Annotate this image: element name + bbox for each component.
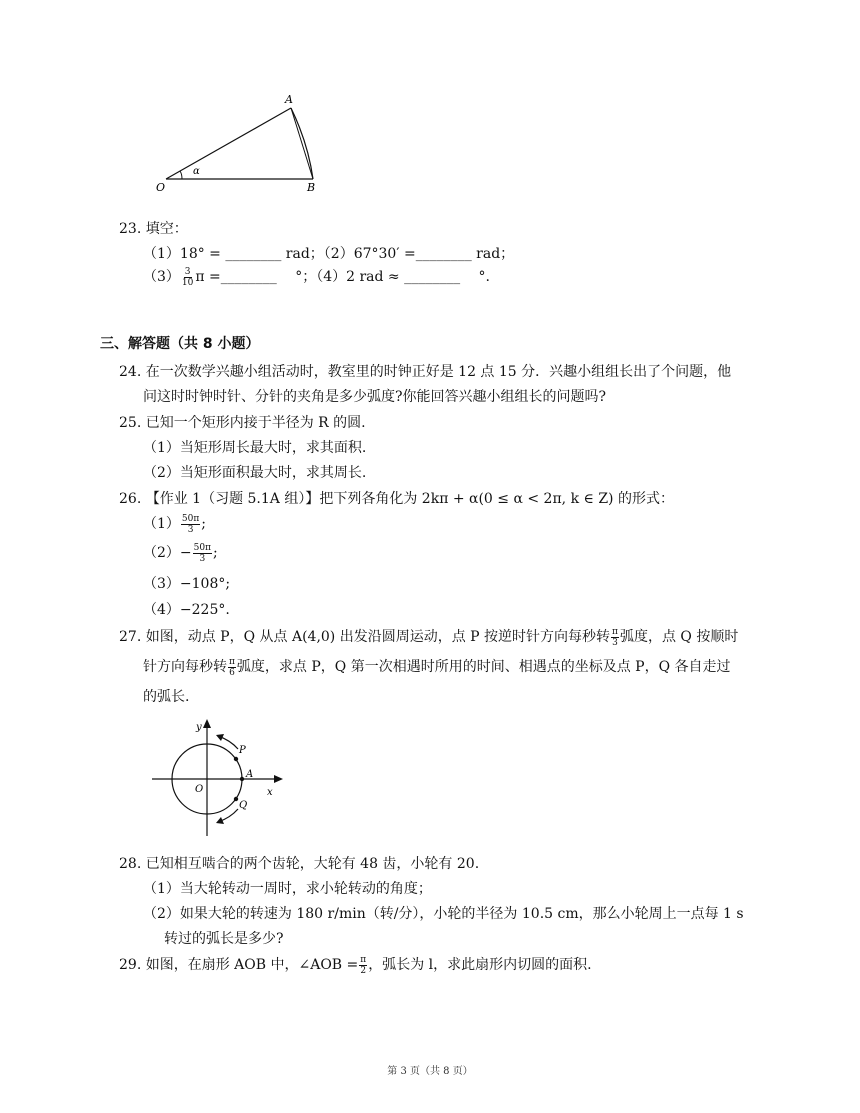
label-A: A: [246, 769, 254, 780]
label-x: x: [267, 787, 273, 798]
q24-line2: 问这时时钟时针、分针的夹角是多少弧度?你能回答兴趣小组组长的问题吗?: [143, 389, 607, 405]
q28-line1: 28. 已知相互啮合的两个齿轮，大轮有 48 齿，小轮有 20.: [119, 856, 480, 872]
q23-part1: （1）18° = ________ rad；（2）67°30′ =________ rad；: [143, 246, 515, 262]
q28-line3: （2）如果大轮的转速为 180 r/min（转/分），小轮的半径为 10.5 cm，那么小轮周上一点每 1 s: [143, 906, 744, 922]
section-3-heading: 三、解答题（共 8 小题）: [100, 336, 260, 352]
q26-item1: （1） $\frac{50\pi}{3}$ ;: [143, 513, 207, 535]
q24-line1: 24. 在一次数学兴趣小组活动时，教室里的时钟正好是 12 点 15 分．兴趣小组组长出了个问题，他: [119, 364, 732, 380]
q28-line2: （1）当大轮转动一周时，求小轮转动的角度；: [143, 881, 432, 897]
label-Q: Q: [239, 800, 248, 811]
page-footer: 第 3 页（共 8 页）: [387, 1066, 473, 1077]
q29-line: 29. 如图，在扇形 AOB 中，∠AOB = $\frac{\pi}{2}$ ，弧长为 l，求此扇形内切圆的面积.: [119, 954, 592, 976]
q27-line1: 27. 如图，动点 P，Q 从点 A(4,0) 出发沿圆周运动，点 P 按逆时针方向每秒转 $\frac{\pi}{3}$ 弧度，点 Q 按顺时: [119, 626, 739, 648]
label-A: A: [285, 93, 293, 106]
q27-line3: 的弧长.: [143, 689, 190, 705]
q25-line3: （2）当矩形面积最大时，求其周长.: [143, 465, 367, 481]
label-P: P: [239, 745, 246, 756]
q26-line1: 26. 【作业 1（习题 5.1A 组）】把下列各角化为 2kπ + α(0 ≤ α < 2π, k ∈ Z) 的形式：: [119, 491, 674, 507]
q26-item3: （3）−108°;: [143, 576, 231, 592]
label-B: B: [307, 181, 316, 194]
q26-item4: （4）−225°.: [143, 602, 230, 618]
q25-line2: （1）当矩形周长最大时，求其面积.: [143, 440, 367, 456]
q23-title: 23. 填空：: [119, 221, 188, 237]
fraction-3-10: $\frac{3}{10}$: [181, 266, 194, 288]
circle-figure: [150, 718, 290, 840]
q26-item2: （2）− $\frac{50\pi}{3}$ ;: [143, 542, 218, 564]
label-alpha: α: [193, 166, 200, 177]
q25-line1: 25. 已知一个矩形内接于半径为 R 的圆.: [119, 415, 366, 431]
label-O: O: [156, 181, 166, 194]
q28-line4: 转过的弧长是多少?: [164, 931, 284, 947]
q23-part3: （3） $\frac{3}{10}$ π =________ °；（4）2 rad ≈ ________ °.: [143, 266, 491, 288]
sector-figure: [150, 88, 330, 198]
label-y: y: [196, 722, 202, 733]
label-O: O: [195, 784, 204, 795]
q27-line2: 针方向每秒转 $\frac{\pi}{6}$ 弧度，求点 P，Q 第一次相遇时所用的时间、相遇点的坐标及点 P，Q 各自走过: [143, 656, 731, 678]
